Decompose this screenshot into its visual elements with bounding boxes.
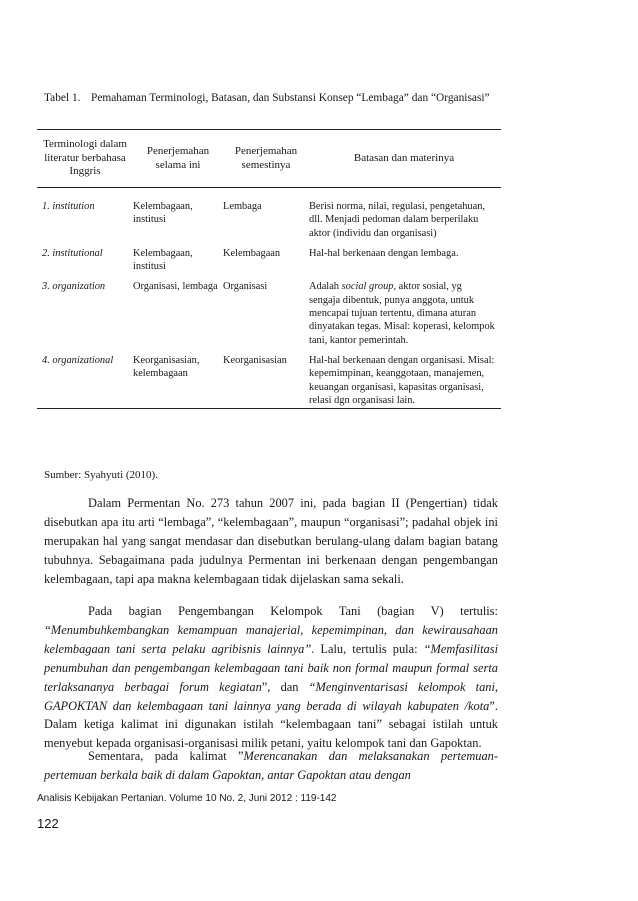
table-source: Sumber: Syahyuti (2010). — [44, 469, 158, 481]
table-row — [37, 200, 501, 240]
table-caption — [44, 91, 498, 106]
cell-old: Keorganisasian, kelembagaan — [133, 354, 200, 380]
paragraph-1: Dalam Permentan No. 273 tahun 2007 ini, pada bagian II (Pengertian) tidak disebutkan apa itu arti “lembaga”, “kelembagaan”, maupun “organisasi”; padahal objek ini merupakan hal yang sangat mendasar dan disebutkan berulang-ulang dalam bagian batang tubuhnya. Sebagaimana pada judulnya Permentan ini berkenaan dengan pengembangan kelembagaan, tapi apa makna kelembagaan tidak dijelaskan sama sekali. — [44, 496, 498, 586]
cell-definition: Hal-hal berkenaan dengan lembaga. — [309, 247, 459, 259]
cell-proper: Organisasi — [223, 281, 268, 293]
table-caption-text: Pemahaman Terminologi, Batasan, dan Substansi Konsep “Lembaga” dan “Organisasi” — [91, 92, 490, 104]
cell-term: 3. organization — [42, 281, 106, 293]
header-terminology: Terminologi dalam literatur berbahasa Inggris — [43, 138, 127, 178]
running-footer: Analisis Kebijakan Pertanian. Volume 10 No. 2, Juni 2012 : 119-142 — [37, 793, 337, 804]
cell-term: 1. institution — [42, 201, 95, 212]
page-number: 122 — [37, 816, 59, 831]
table-header-rule — [37, 187, 501, 188]
table-caption-label: Tabel 1. — [44, 92, 81, 104]
cell-proper: Kelembagaan — [223, 247, 281, 259]
header-old-translation: Penerjemahan selama ini — [146, 145, 210, 171]
cell-definition: Hal-hal berkenaan dengan organisasi. Misal: kepemimpinan, keanggotaan, manajemen, keuangan organisasi, kapasitas organisasi, relasi dgn organisasi lain. — [309, 354, 495, 406]
cell-term: 2. institutional — [42, 247, 103, 259]
cell-old: Organisasi, lembaga — [133, 281, 218, 293]
cell-old: Kelembagaan, institusi — [133, 201, 193, 226]
paragraph-2: Pada bagian Pengembangan Kelompok Tani (bagian V) tertulis: “Menumbuhkembangkan kemampuan manajerial, kepemimpinan, dan kewirausahaan kelembagaan tani serta pelaku agribisnis lainnya”. Lalu, tertulis pula: “Memfasilitasi penumbuhan dan pengembangan kelembagaan tani baik non formal maupun formal serta terlaksananya berbagai forum kegiatan”, dan “Menginventarisasi kelompok tani, GAPOKTAN dan kelembagaan tani lainnya yang berada di wilayah kabupaten /kota”. Dalam ketiga kalimat ini digunakan istilah “kelembagaan tani” sebagai istilah untuk menyebut kepada organisasi-organisasi milik petani, yaitu kelompok tani dan Gapoktan. — [44, 604, 499, 751]
cell-definition: Adalah social group, aktor sosial, yg sengaja dibentuk, punya anggota, untuk mencapai tujuan tertentu, dimana aturan dinyatakan tegas. Misal: koperasi, kelompok tani, kantor pemerintah. — [309, 281, 495, 346]
table-bottom-rule — [37, 408, 501, 409]
cell-proper: Lembaga — [223, 201, 262, 212]
table-row — [37, 354, 501, 407]
cell-proper: Keorganisasian — [223, 354, 287, 366]
table-row — [37, 247, 501, 274]
header-proper-translation: Penerjemahan semestinya — [234, 145, 298, 171]
cell-term: 4. organizational — [42, 354, 114, 366]
paragraph-3: Sementara, pada kalimat ”Merencanakan dan melaksanakan pertemuan-pertemuan berkala baik di dalam Gapoktan, antar Gapoktan atau dengan — [44, 749, 498, 782]
terminology-table — [37, 129, 501, 409]
header-definition: Batasan dan materinya — [353, 151, 455, 164]
table-header-row — [37, 130, 501, 187]
cell-definition: Berisi norma, nilai, regulasi, pengetahuan, dll. Menjadi pedoman dalam berperilaku aktor (individu dan organisasi) — [309, 201, 486, 239]
cell-old: Kelembagaan, institusi — [133, 247, 193, 273]
table-row — [37, 280, 501, 346]
